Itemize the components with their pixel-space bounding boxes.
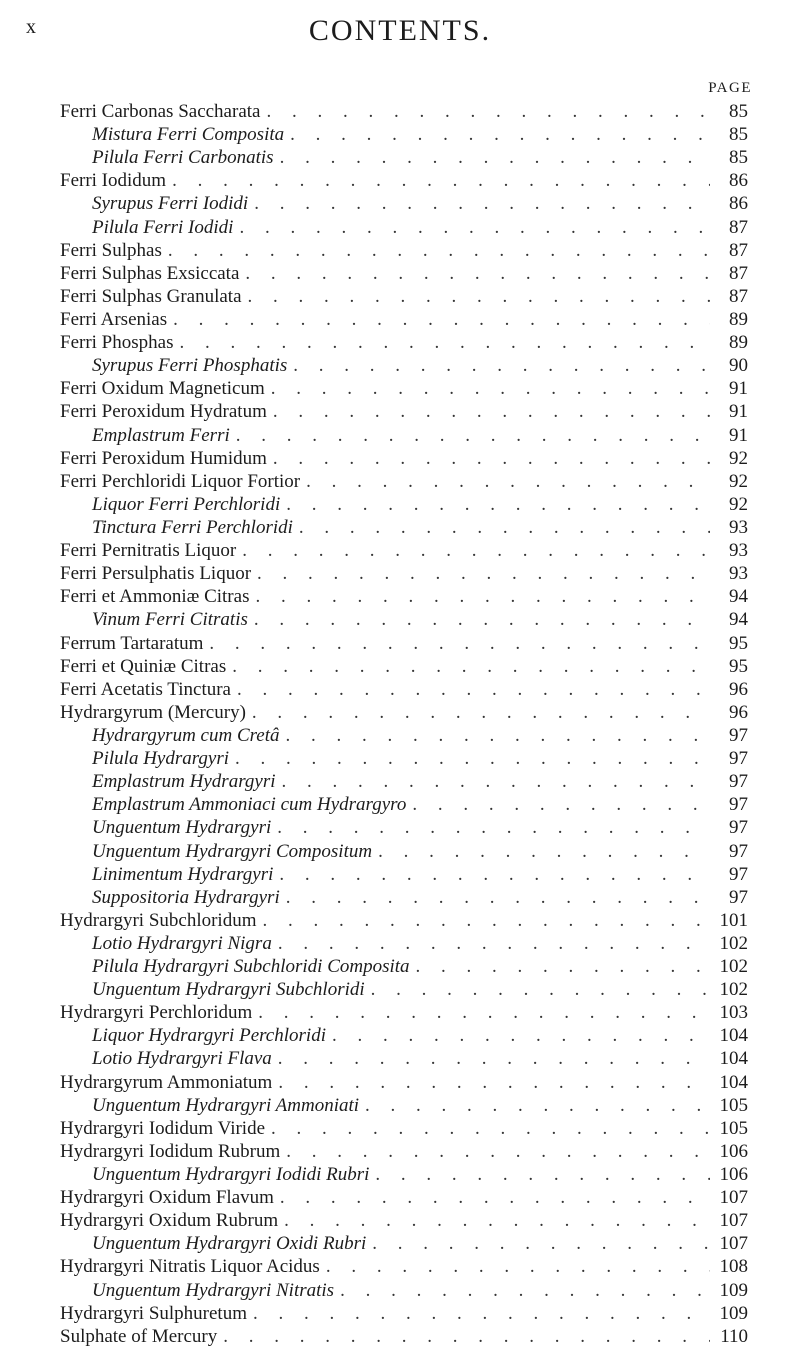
contents-entry <box>60 1186 748 1209</box>
dot-leader <box>306 470 710 493</box>
entry-title: Pilula Hydrargyri Subchloridi Composita <box>92 956 410 978</box>
contents-subentry <box>60 886 748 909</box>
entry-page-number: 97 <box>729 863 748 885</box>
entry-title: Ferri Arsenias <box>60 308 168 330</box>
contents-entry <box>60 1302 748 1325</box>
entry-title: Hydrargyrum Ammoniatum <box>60 1071 273 1093</box>
contents-subentry <box>60 493 748 516</box>
dot-leader <box>271 377 710 400</box>
entry-page-number: 110 <box>720 1325 748 1347</box>
contents-entry <box>60 100 748 123</box>
dot-leader <box>375 1163 710 1186</box>
contents-entry <box>60 262 748 285</box>
entry-page-number: 101 <box>719 909 748 931</box>
entry-title: Unguentum Hydrargyri Oxidi Rubri <box>92 1233 367 1255</box>
dot-leader <box>286 493 710 516</box>
entry-title: Hydrargyri Iodidum Rubrum <box>60 1140 281 1162</box>
dot-leader <box>340 1279 710 1302</box>
dot-leader <box>278 1071 710 1094</box>
entry-title: Hydrargyri Sulphuretum <box>60 1302 247 1324</box>
contents-entry <box>60 1117 748 1140</box>
contents-entry <box>60 377 748 400</box>
contents-subentry <box>60 816 748 839</box>
contents-subentry <box>60 1094 748 1117</box>
contents-subentry <box>60 216 748 239</box>
contents-list <box>60 100 748 1348</box>
entry-title: Liquor Hydrargyri Perchloridi <box>92 1025 326 1047</box>
entry-page-number: 95 <box>729 655 748 677</box>
dot-leader <box>258 1001 710 1024</box>
entry-title: Hydrargyrum (Mercury) <box>60 701 246 723</box>
entry-page-number: 107 <box>719 1210 748 1232</box>
contents-subentry <box>60 1047 748 1070</box>
dot-leader <box>378 840 710 863</box>
entry-title: Pilula Hydrargyri <box>92 748 230 770</box>
dot-leader <box>179 331 710 354</box>
contents-subentry <box>60 955 748 978</box>
entry-title: Linimentum Hydrargyri <box>92 863 274 885</box>
entry-title: Vinum Ferri Citratis <box>92 609 248 631</box>
contents-entry <box>60 169 748 192</box>
dot-leader <box>286 1140 710 1163</box>
dot-leader <box>280 1186 710 1209</box>
entry-title: Ferri Peroxidum Hydratum <box>60 401 267 423</box>
dot-leader <box>232 655 710 678</box>
dot-leader <box>282 770 711 793</box>
dot-leader <box>263 909 711 932</box>
page-number: x <box>26 16 37 38</box>
entry-title: Unguentum Hydrargyri <box>92 817 272 839</box>
dot-leader <box>248 285 710 308</box>
entry-page-number: 91 <box>729 424 748 446</box>
entry-page-number: 109 <box>719 1302 748 1324</box>
page-title: CONTENTS. <box>308 14 492 47</box>
entry-page-number: 85 <box>729 101 748 122</box>
entry-page-number: 85 <box>729 124 748 146</box>
dot-leader <box>252 701 710 724</box>
entry-page-number: 87 <box>729 216 748 238</box>
entry-title: Lotio Hydrargyri Nigra <box>92 932 272 954</box>
entry-title: Emplastrum Ammoniaci cum Hydrargyro <box>92 794 407 816</box>
entry-title: Ferri Sulphas Granulata <box>60 285 242 307</box>
entry-page-number: 86 <box>729 170 748 192</box>
entry-title: Unguentum Hydrargyri Iodidi Rubri <box>92 1164 370 1186</box>
contents-subentry <box>60 1232 748 1255</box>
dot-leader <box>278 1047 710 1070</box>
contents-entry <box>60 1255 748 1278</box>
entry-page-number: 91 <box>729 378 748 400</box>
dot-leader <box>237 678 710 701</box>
dot-leader <box>236 424 710 447</box>
entry-page-number: 93 <box>729 516 748 538</box>
dot-leader <box>293 354 710 377</box>
contents-entry <box>60 562 748 585</box>
contents-entry <box>60 678 748 701</box>
contents-subentry <box>60 724 748 747</box>
dot-leader <box>284 1209 710 1232</box>
dot-leader <box>372 1232 710 1255</box>
entry-title: Unguentum Hydrargyri Subchloridi <box>92 979 365 1001</box>
entry-page-number: 92 <box>729 470 748 492</box>
entry-title: Ferrum Tartaratum <box>60 632 204 654</box>
entry-page-number: 103 <box>719 1002 748 1024</box>
entry-title: Mistura Ferri Composita <box>92 124 285 146</box>
dot-leader <box>280 146 710 169</box>
contents-entry <box>60 308 748 331</box>
entry-page-number: 97 <box>729 724 748 746</box>
entry-page-number: 95 <box>729 632 748 654</box>
dot-leader <box>257 562 710 585</box>
entry-title: Ferri Iodidum <box>60 170 167 192</box>
entry-page-number: 96 <box>729 678 748 700</box>
contents-entry <box>60 1071 748 1094</box>
dot-leader <box>290 123 710 146</box>
entry-page-number: 102 <box>719 979 748 1001</box>
entry-page-number: 94 <box>729 586 748 608</box>
entry-title: Sulphate of Mercury <box>60 1325 218 1347</box>
entry-page-number: 87 <box>729 239 748 261</box>
dot-leader <box>255 585 710 608</box>
entry-title: Emplastrum Hydrargyri <box>92 771 276 793</box>
dot-leader <box>239 216 710 239</box>
entry-title: Syrupus Ferri Phosphatis <box>92 355 288 377</box>
entry-title: Pilula Ferri Iodidi <box>92 216 234 238</box>
entry-page-number: 102 <box>719 932 748 954</box>
dot-leader <box>279 863 710 886</box>
entry-title: Unguentum Hydrargyri Compositum <box>92 840 373 862</box>
entry-title: Emplastrum Ferri <box>92 424 230 446</box>
running-head <box>0 14 800 50</box>
dot-leader <box>365 1094 710 1117</box>
entry-page-number: 97 <box>729 840 748 862</box>
entry-title: Ferri Persulphatis Liquor <box>60 563 252 585</box>
dot-leader <box>242 539 710 562</box>
contents-subentry <box>60 840 748 863</box>
entry-page-number: 104 <box>719 1071 748 1093</box>
entry-title: Lotio Hydrargyri Flava <box>92 1048 272 1070</box>
entry-page-number: 102 <box>719 956 748 978</box>
entry-title: Hydrargyri Nitratis Liquor Acidus <box>60 1256 320 1278</box>
entry-page-number: 97 <box>729 817 748 839</box>
entry-page-number: 96 <box>729 701 748 723</box>
entry-title: Ferri Pernitratis Liquor <box>60 540 237 562</box>
contents-subentry <box>60 192 748 215</box>
dot-leader <box>273 400 710 423</box>
entry-title: Ferri et Ammoniæ Citras <box>60 586 250 608</box>
entry-title: Ferri Sulphas <box>60 239 162 261</box>
entry-page-number: 89 <box>729 332 748 354</box>
entry-title: Unguentum Hydrargyri Ammoniati <box>92 1094 360 1116</box>
entry-page-number: 104 <box>719 1025 748 1047</box>
dot-leader <box>223 1325 710 1348</box>
dot-leader <box>416 955 710 978</box>
contents-entry <box>60 1140 748 1163</box>
contents-subentry <box>60 424 748 447</box>
contents-entry <box>60 655 748 678</box>
dot-leader <box>235 747 710 770</box>
entry-page-number: 104 <box>719 1048 748 1070</box>
entry-page-number: 105 <box>719 1094 748 1116</box>
entry-title: Hydrargyri Iodidum Viride <box>60 1117 266 1139</box>
contents-subentry <box>60 978 748 1001</box>
entry-page-number: 90 <box>729 355 748 377</box>
entry-title: Tinctura Ferri Perchloridi <box>92 516 293 538</box>
dot-leader <box>245 262 710 285</box>
entry-page-number: 105 <box>719 1117 748 1139</box>
entry-title: Liquor Ferri Perchloridi <box>92 493 281 515</box>
dot-leader <box>172 169 710 192</box>
entry-page-number: 106 <box>719 1140 748 1162</box>
entry-title: Ferri Phosphas <box>60 332 174 354</box>
contents-entry <box>60 285 748 308</box>
entry-page-number: 97 <box>729 886 748 908</box>
contents-subentry <box>60 1279 748 1302</box>
dot-leader <box>412 793 710 816</box>
entry-page-number: 97 <box>729 794 748 816</box>
entry-title: Hydrargyri Oxidum Rubrum <box>60 1210 279 1232</box>
contents-entry <box>60 1001 748 1024</box>
entry-title: Ferri et Quiniæ Citras <box>60 655 227 677</box>
dot-leader <box>278 932 710 955</box>
entry-page-number: 106 <box>719 1164 748 1186</box>
dot-leader <box>168 239 710 262</box>
dot-leader <box>299 516 710 539</box>
contents-subentry <box>60 863 748 886</box>
contents-entry <box>60 1209 748 1232</box>
dot-leader <box>253 1302 710 1325</box>
entry-title: Unguentum Hydrargyri Nitratis <box>92 1279 335 1301</box>
entry-page-number: 91 <box>729 401 748 423</box>
entry-page-number: 97 <box>729 771 748 793</box>
contents-entry <box>60 400 748 423</box>
contents-entry <box>60 701 748 724</box>
dot-leader <box>277 816 710 839</box>
entry-page-number: 87 <box>729 285 748 307</box>
entry-title: Ferri Perchloridi Liquor Fortior <box>60 470 301 492</box>
dot-leader <box>173 308 710 331</box>
entry-title: Hydrargyrum cum Cretâ <box>92 724 280 746</box>
entry-title: Ferri Acetatis Tinctura <box>60 678 231 700</box>
entry-page-number: 109 <box>719 1279 748 1301</box>
contents-entry <box>60 239 748 262</box>
contents-subentry <box>60 354 748 377</box>
contents-subentry <box>60 1024 748 1047</box>
contents-entry <box>60 470 748 493</box>
entry-page-number: 89 <box>729 308 748 330</box>
entry-title: Pilula Ferri Carbonatis <box>92 147 274 169</box>
dot-leader <box>371 978 710 1001</box>
dot-leader <box>254 608 710 631</box>
contents-subentry <box>60 608 748 631</box>
entry-page-number: 108 <box>719 1256 748 1278</box>
entry-title: Ferri Oxidum Magneticum <box>60 378 265 400</box>
entry-title: Ferri Peroxidum Humidum <box>60 447 267 469</box>
dot-leader <box>271 1117 710 1140</box>
contents-subentry <box>60 747 748 770</box>
dot-leader <box>266 100 710 123</box>
dot-leader <box>286 886 710 909</box>
entry-page-number: 92 <box>729 493 748 515</box>
contents-entry <box>60 585 748 608</box>
entry-page-number: 86 <box>729 193 748 215</box>
entry-page-number: 93 <box>729 540 748 562</box>
contents-subentry <box>60 123 748 146</box>
contents-entry <box>60 1325 748 1348</box>
dot-leader <box>273 447 710 470</box>
entry-title: Ferri Carbonas Saccharata <box>60 101 261 122</box>
contents-entry <box>60 331 748 354</box>
contents-entry <box>60 909 748 932</box>
contents-subentry <box>60 1163 748 1186</box>
dot-leader <box>209 632 710 655</box>
contents-subentry <box>60 770 748 793</box>
dot-leader <box>254 192 710 215</box>
dot-leader <box>332 1024 710 1047</box>
dot-leader <box>286 724 710 747</box>
entry-page-number: 93 <box>729 563 748 585</box>
entry-title: Hydrargyri Subchloridum <box>60 909 257 931</box>
contents-subentry <box>60 516 748 539</box>
entry-title: Syrupus Ferri Iodidi <box>92 193 249 215</box>
contents-entry <box>60 632 748 655</box>
contents-subentry <box>60 793 748 816</box>
contents-entry <box>60 539 748 562</box>
entry-page-number: 92 <box>729 447 748 469</box>
contents-subentry <box>60 932 748 955</box>
entry-page-number: 94 <box>729 609 748 631</box>
entry-page-number: 97 <box>729 748 748 770</box>
contents-entry <box>60 447 748 470</box>
entry-title: Ferri Sulphas Exsiccata <box>60 262 240 284</box>
entry-page-number: 107 <box>719 1187 748 1209</box>
entry-title: Hydrargyri Perchloridum <box>60 1002 253 1024</box>
contents-subentry <box>60 146 748 169</box>
page-column-label: PAGE <box>708 80 752 96</box>
entry-page-number: 87 <box>729 262 748 284</box>
entry-title: Hydrargyri Oxidum Flavum <box>60 1187 274 1209</box>
entry-page-number: 85 <box>729 147 748 169</box>
dot-leader <box>326 1255 710 1278</box>
entry-title: Suppositoria Hydrargyri <box>92 886 280 908</box>
entry-page-number: 107 <box>719 1233 748 1255</box>
